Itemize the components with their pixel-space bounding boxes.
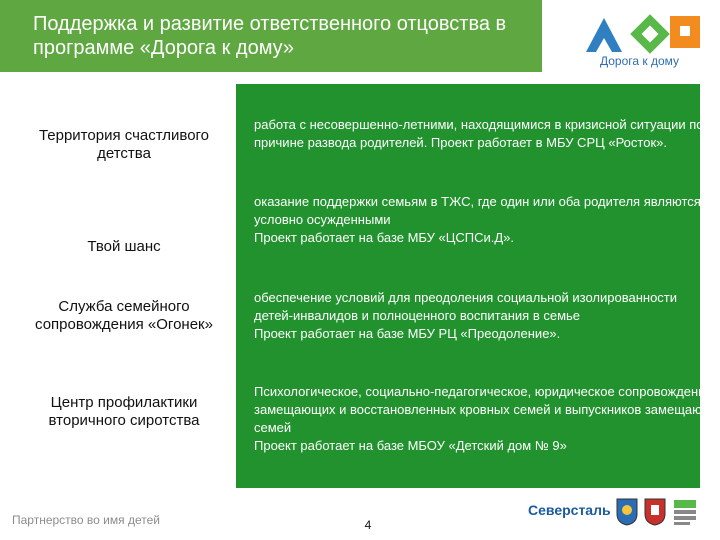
sponsor-logo: Северсталь xyxy=(528,502,611,518)
region-emblem-icon xyxy=(644,498,666,526)
project-label-1: Территория счастливого детства xyxy=(38,127,210,162)
logo-caption: Дорога к дому xyxy=(600,54,680,68)
title-bar xyxy=(0,0,542,72)
page-number: 4 xyxy=(364,518,372,532)
project-description-2: оказание поддержки семьям в ТЖС, где один или оба родителя являются условно осужденными Проект работает на базе МБУ «ЦСПСи.Д». xyxy=(254,194,701,245)
page-title: Поддержка и развитие ответственного отцовства в программе «Дорога к дому» xyxy=(33,13,507,59)
project-description-4: Психологическое, социально-педагогическое, юридическое сопровождение замещающих и восстановленных кровных семей и выпускников замещающ семей Проект работает на базе МБОУ «Детский дом № 9» xyxy=(254,384,713,453)
city-emblem-icon xyxy=(616,498,638,526)
project-description-1: работа с несовершенно-летними, находящимися в кризисной ситуации по причине развода родителей. Проект работает в МБУ СРЦ «Росток». xyxy=(254,117,704,150)
program-logo-icon xyxy=(582,14,700,78)
partnership-caption: Партнерство во имя детей xyxy=(12,513,160,527)
project-label-3: Служба семейного сопровождения «Огонек» xyxy=(35,298,213,333)
project-description-3: обеспечение условий для преодоления социальной изолированности детей-инвалидов и полноценного воспитания в семье Проект работает на базе МБУ РЦ «Преодоление». xyxy=(254,290,678,341)
fund-logo-icon xyxy=(672,498,698,526)
project-label-4: Центр профилактики вторичного сиротства xyxy=(48,394,200,429)
project-label-2: Твой шанс xyxy=(87,238,161,255)
